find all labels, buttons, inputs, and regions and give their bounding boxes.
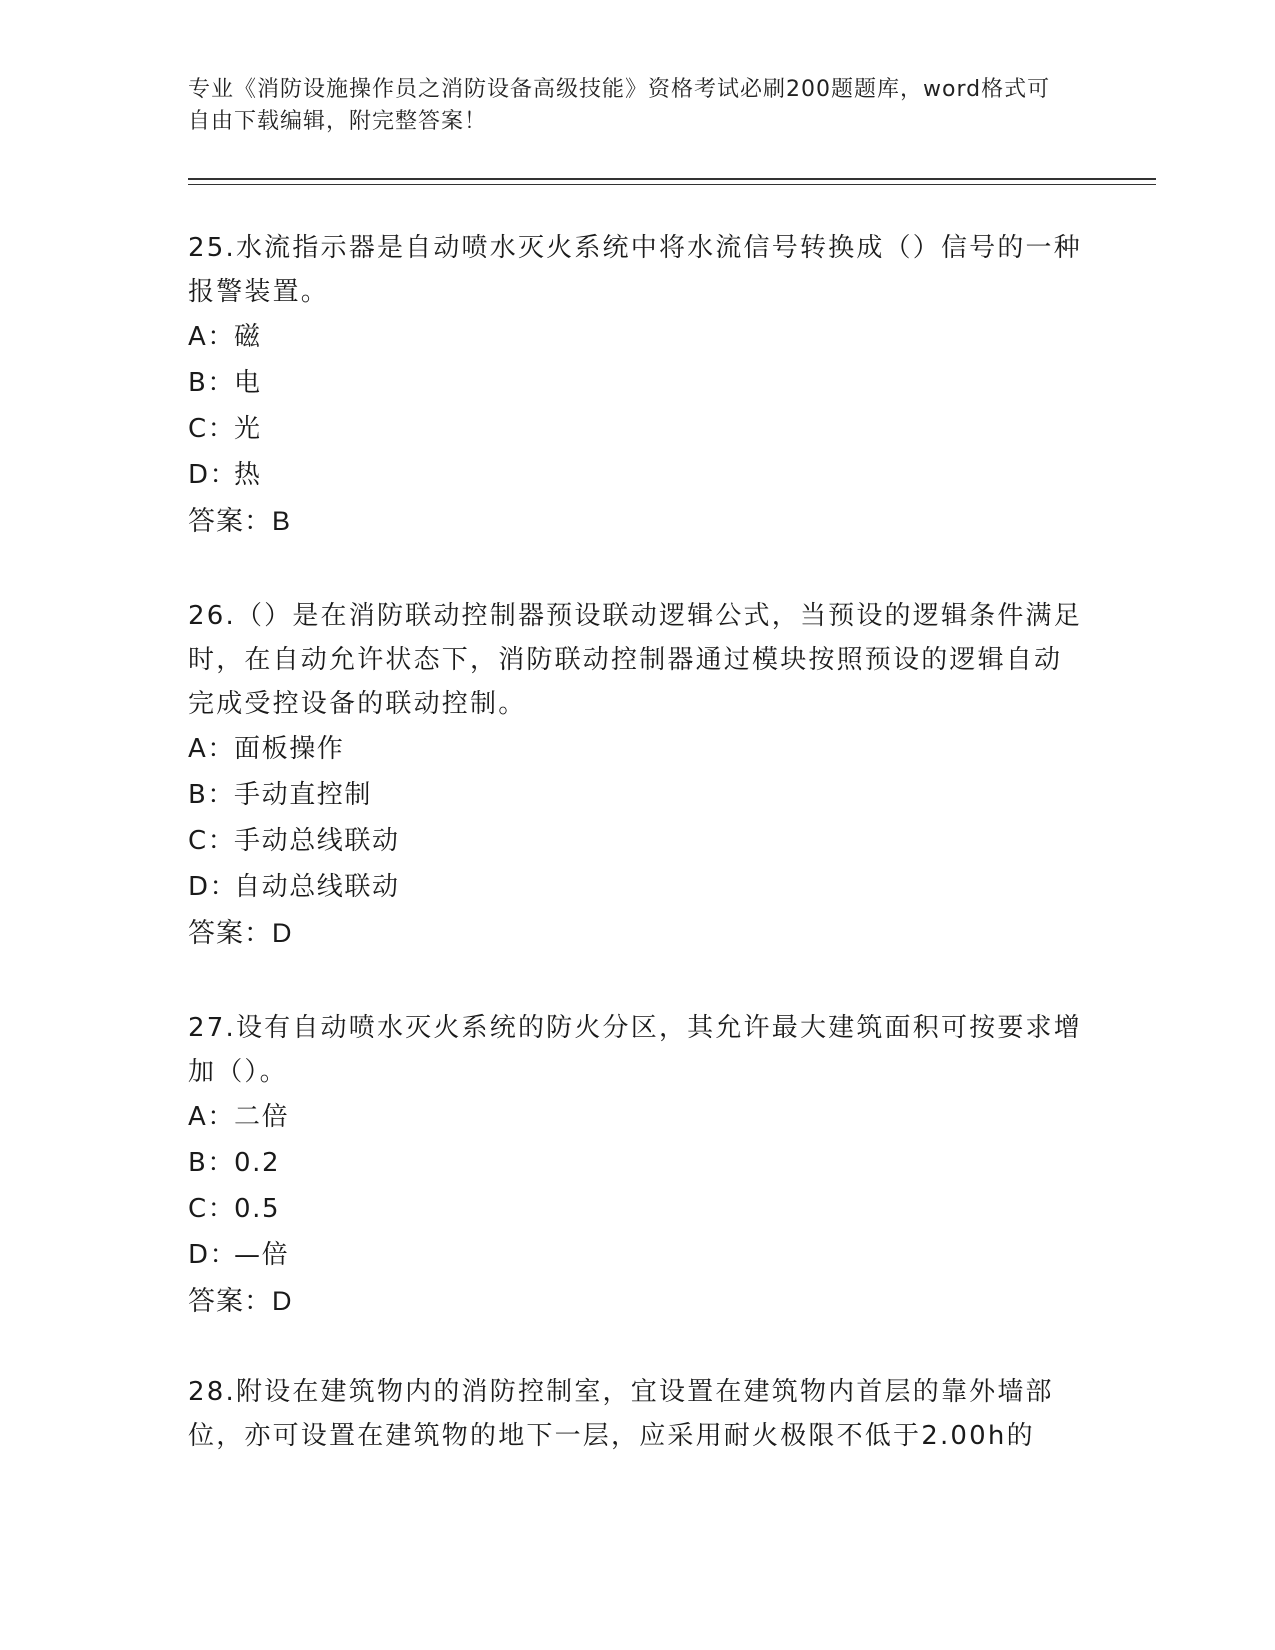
option-c (188, 1186, 1088, 1232)
option-key: D： (188, 460, 238, 490)
option-key: B： (188, 1148, 236, 1178)
option-key: C： (188, 414, 236, 444)
document-header: 专业《消防设施操作员之消防设备高级技能》资格考试必刷200题题库，word格式可自由下载编辑，附完整答案！ (188, 77, 1051, 134)
option-value: 手动直控制 (234, 780, 373, 810)
option-value: 自动总线联动 (234, 872, 400, 902)
option-value: 手动总线联动 (234, 826, 400, 856)
option-b (188, 360, 1088, 406)
option-key: C： (188, 1194, 236, 1224)
option-value: 磁 (234, 322, 262, 352)
question-text: 25.水流指示器是自动喷水灭火系统中将水流信号转换成（）信号的一种报警装置。 (188, 233, 1082, 307)
option-d (188, 864, 1088, 910)
option-value: 0.2 (234, 1148, 281, 1178)
option-c (188, 818, 1088, 864)
option-value: 二倍 (234, 1102, 290, 1132)
option-value: —倍 (234, 1240, 290, 1270)
option-value: 光 (234, 414, 262, 444)
option-key: B： (188, 780, 236, 810)
option-a (188, 1094, 1088, 1140)
question-25 (188, 226, 1088, 544)
option-value: 电 (234, 368, 262, 398)
question-26 (188, 594, 1088, 956)
question-text: 26.（）是在消防联动控制器预设联动逻辑公式，当预设的逻辑条件满足时，在自动允许状态下，消防联动控制器通过模块按照预设的逻辑自动完成受控设备的联动控制。 (188, 601, 1082, 719)
answer-label: 答案：D (188, 918, 293, 948)
option-key: A： (188, 322, 235, 352)
answer-label: 答案：B (188, 506, 292, 536)
header-divider-thin (188, 184, 1156, 185)
question-text: 27.设有自动喷水灭火系统的防火分区，其允许最大建筑面积可按要求增加（）。 (188, 1013, 1082, 1087)
option-value: 热 (234, 460, 262, 490)
option-b (188, 1140, 1088, 1186)
answer-label: 答案：D (188, 1286, 293, 1316)
option-key: B： (188, 368, 236, 398)
option-key: D： (188, 872, 238, 902)
option-a (188, 726, 1088, 772)
option-c (188, 406, 1088, 452)
option-key: D： (188, 1240, 238, 1270)
question-text: 28.附设在建筑物内的消防控制室，宜设置在建筑物内首层的靠外墙部位，亦可设置在建筑物的地下一层，应采用耐火极限不低于2.00h的 (188, 1377, 1054, 1451)
option-value: 0.5 (234, 1194, 281, 1224)
option-key: C： (188, 826, 236, 856)
option-key: A： (188, 1102, 235, 1132)
option-key: A： (188, 734, 235, 764)
option-d (188, 452, 1088, 498)
option-a (188, 314, 1088, 360)
option-value: 面板操作 (234, 734, 345, 764)
question-28 (188, 1370, 1088, 1458)
option-b (188, 772, 1088, 818)
option-d (188, 1232, 1088, 1278)
header-divider-thick (188, 178, 1156, 180)
question-27 (188, 1006, 1088, 1324)
